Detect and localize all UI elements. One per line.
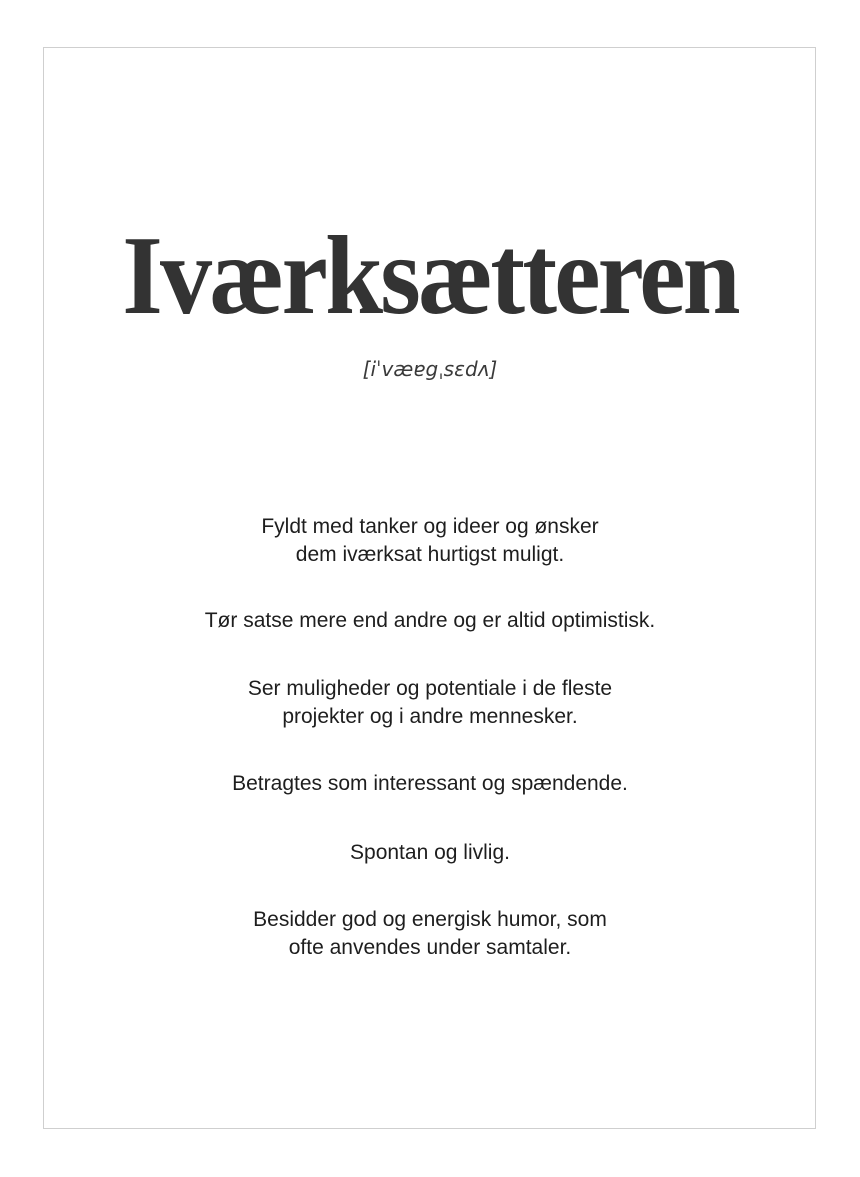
definition-paragraph — [0, 906, 860, 962]
definition-paragraph — [0, 513, 860, 569]
pronunciation: [iˈvæɐgˌsɛdʌ] — [362, 357, 498, 381]
definition-line: Tør satse mere end andre og er altid optimistisk. — [204, 609, 656, 632]
definition-line: Ser muligheder og potentiale i de fleste — [247, 677, 613, 700]
definition-paragraph — [0, 770, 860, 798]
definition-line: Besidder god og energisk humor, som — [253, 908, 607, 931]
poster-frame — [43, 47, 816, 1129]
definition-paragraph — [0, 839, 860, 867]
definition-line: Fyldt med tanker og ideer og ønsker — [261, 515, 599, 538]
definition-line: ofte anvendes under samtaler. — [288, 936, 572, 959]
definition-paragraph — [0, 675, 860, 731]
definition-line: Betragtes som interessant og spændende. — [232, 772, 628, 795]
definition-line: projekter og i andre mennesker. — [282, 705, 578, 728]
definition-paragraph — [0, 607, 860, 635]
definition-line: Spontan og livlig. — [350, 841, 510, 864]
poster-title: Iværksætteren — [122, 214, 738, 338]
definition-line: dem iværksat hurtigst muligt. — [295, 543, 565, 566]
